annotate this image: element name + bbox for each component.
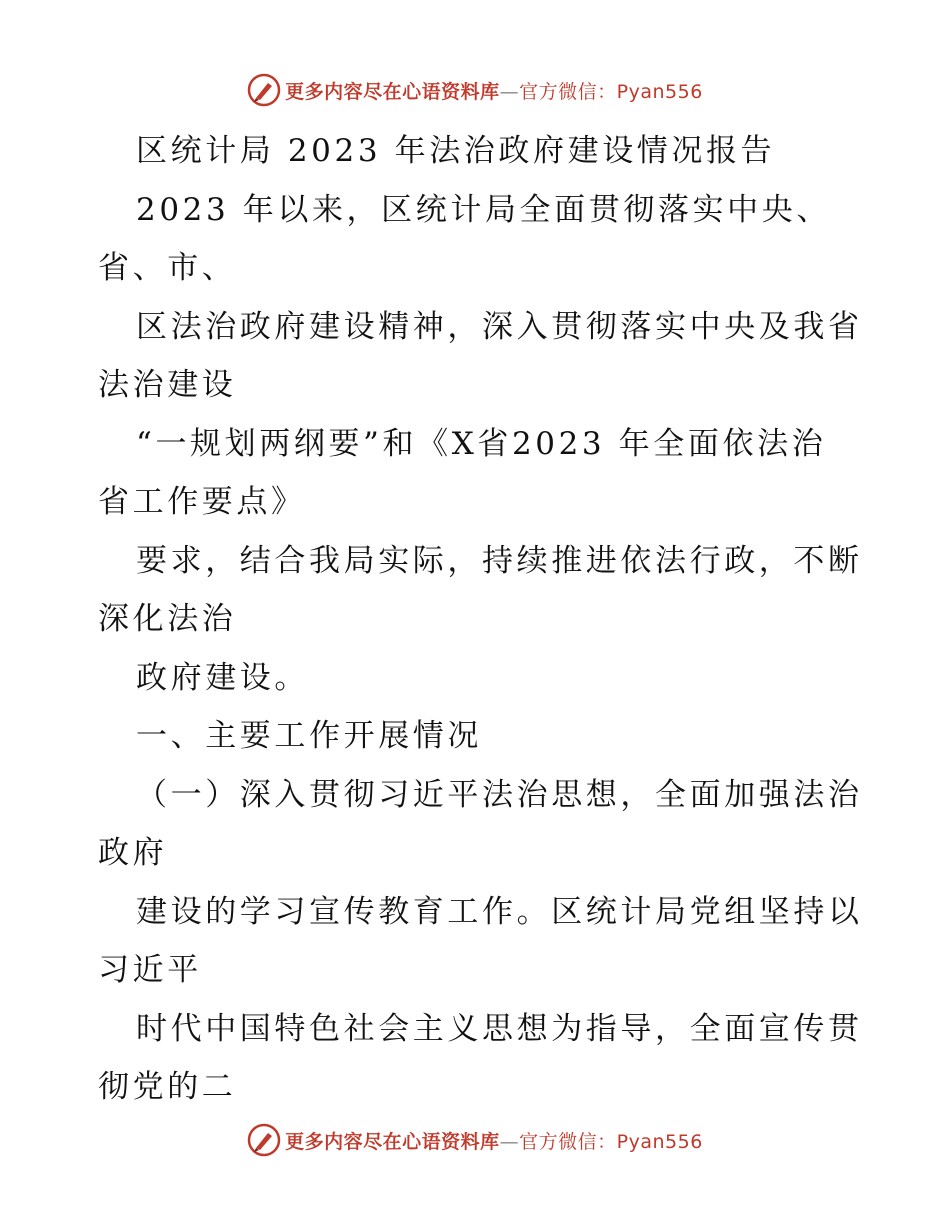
paragraph-line: 省、市、	[98, 250, 237, 286]
banner-text: 更多内容尽在心语资料库—官方微信：Pyan556	[285, 80, 703, 103]
pen-nib-logo-icon	[247, 73, 281, 107]
header-watermark-banner	[0, 70, 950, 110]
document-body	[98, 122, 863, 1117]
paragraph-line: 深化法治	[98, 601, 237, 637]
document-title: 区统计局 2023 年法治政府建设情况报告	[136, 133, 776, 169]
paragraph-line: 建设的学习宣传教育工作。区统计局党组坚持以	[136, 893, 863, 930]
paragraph-line: 2023 年以来，区统计局全面贯彻落实中央、	[136, 191, 831, 228]
paragraph-line: 省工作要点》	[98, 484, 306, 520]
paragraph-line: 区法治政府建设精神，深入贯彻落实中央及我省	[136, 308, 863, 345]
banner-text: 更多内容尽在心语资料库—官方微信：Pyan556	[285, 1130, 703, 1153]
paragraph-line: 要求，结合我局实际，持续推进依法行政，不断	[136, 542, 863, 579]
paragraph-line: 法治建设	[98, 367, 237, 403]
paragraph-line: 政府	[98, 835, 168, 871]
paragraph-line: 政府建设。	[136, 659, 309, 696]
pen-nib-logo-icon	[247, 1123, 281, 1157]
paragraph-line: 时代中国特色社会主义思想为指导，全面宣传贯	[136, 1010, 863, 1047]
subsection-heading: （一）深入贯彻习近平法治思想，全面加强法治	[136, 776, 863, 813]
footer-watermark-banner	[0, 1120, 950, 1160]
paragraph-line: 彻党的二	[98, 1069, 237, 1105]
paragraph-line: 习近平	[98, 952, 202, 988]
paragraph-line: “一规划两纲要”和《X省2023 年全面依法治	[136, 425, 827, 462]
section-heading: 一、主要工作开展情况	[136, 718, 482, 754]
